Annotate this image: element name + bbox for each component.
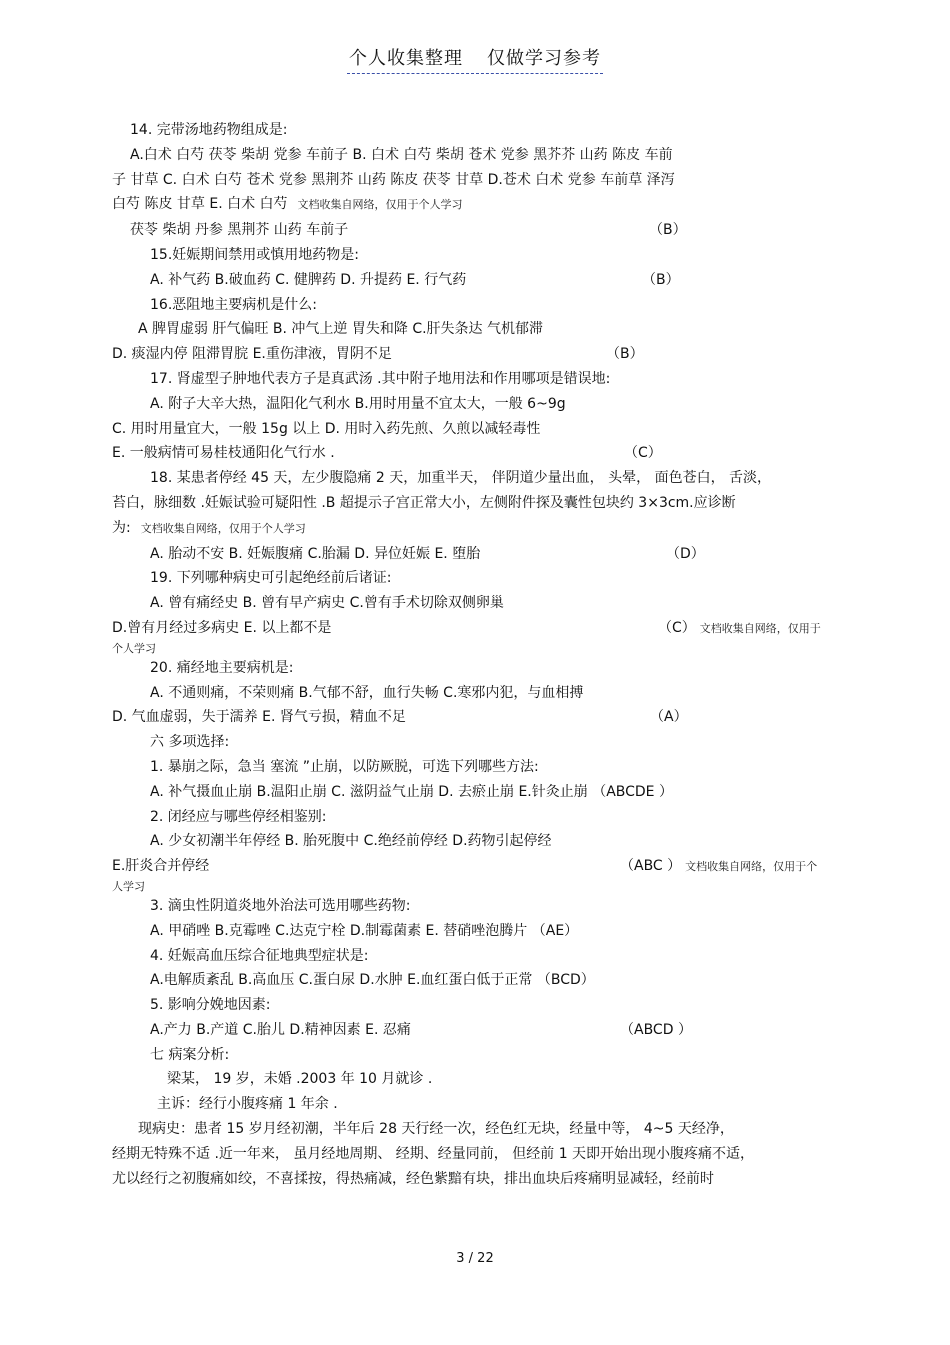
answer-key: [666, 542, 705, 567]
line-text: A. 附子大辛大热，温阳化气利水 B.用时用量不宜太大，一般 6~9g: [150, 395, 566, 412]
line-text: 经期无特殊不适 .近一年来， 虽月经地周期、 经期、经量同前， 但经前 1 天即开始出现小腹疼痛不适，: [112, 1145, 755, 1162]
answer-key: [620, 1018, 692, 1043]
answer-text: （C）: [658, 619, 696, 636]
text-line: [112, 542, 838, 567]
page-footer: [0, 1251, 950, 1266]
header-text: [347, 44, 603, 74]
line-text: A. 胎动不安 B. 妊娠腹痛 C.胎漏 D. 异位妊娠 E. 堕胎: [150, 545, 481, 562]
answer-key: [650, 705, 688, 730]
line-text: A. 曾有痛经史 B. 曾有早产病史 C.曾有手术切除双侧卵巢: [150, 595, 504, 612]
line-text: E. 一般病情可易桂枝通阳化气行水 .: [112, 445, 335, 462]
text-line: [112, 705, 838, 730]
line-text: 5. 影响分娩地因素:: [150, 997, 271, 1014]
answer-text: （ABC ）: [620, 858, 682, 875]
answer-key: [624, 441, 662, 466]
text-line: [112, 243, 838, 268]
line-text: E.肝炎合并停经: [112, 858, 210, 875]
answer-text: （C）: [624, 445, 662, 462]
text-line: [112, 392, 838, 417]
line-text: 尤以经行之初腹痛如绞，不喜揉按，得热痛减，经色紫黯有块，排出血块后疼痛明显减轻，经前时: [112, 1170, 714, 1187]
line-text: 人学习: [112, 879, 145, 893]
line-text: 白芍 陈皮 甘草 E. 白术 白芍: [112, 196, 288, 213]
line-text: C. 用时用量宜大，一般 15g 以上 D. 用时入药先煎、久煎以减轻毒性: [112, 420, 541, 437]
answer-key: [642, 268, 680, 293]
line-text: A. 少女初潮半年停经 B. 胎死腹中 C.绝经前停经 D.药物引起停经: [150, 833, 552, 850]
answer-text: （B）: [642, 271, 680, 288]
watermark-note: 文档收集自网络，仅用于个: [685, 860, 818, 874]
line-text: 个人学习: [112, 641, 156, 655]
page-header: [0, 44, 950, 74]
text-line: [112, 641, 838, 656]
text-line: [112, 1167, 838, 1192]
line-text: A 脾胃虚弱 肝气偏旺 B. 冲气上逆 胃失和降 C.肝失条达 气机郁滞: [138, 321, 544, 338]
answer-key: [649, 218, 687, 243]
text-line: [112, 1092, 838, 1117]
text-line: [112, 919, 838, 944]
text-line: [112, 944, 838, 969]
text-line: [112, 616, 838, 641]
line-text: 主诉：经行小腹疼痛 1 年余 .: [157, 1096, 338, 1113]
watermark-note: 文档收集自网络，仅用于: [699, 621, 821, 635]
line-text: D.曾有月经过多病史 E. 以上都不是: [112, 619, 332, 636]
line-text: 4. 妊娠高血压综合征地典型症状是:: [150, 947, 369, 964]
answer-key: [620, 854, 817, 880]
text-line: [112, 192, 838, 218]
answer-text: （D）: [666, 545, 705, 562]
line-text: 3. 滴虫性阴道炎地外治法可选用哪些药物:: [150, 897, 411, 914]
line-text: 18. 某患者停经 45 天，左少腹隐痛 2 天，加重半天， 伴阴道少量出血， 头晕， 面色苍白， 舌淡，: [150, 470, 772, 487]
line-text: 茯苓 柴胡 丹参 黑荆芥 山药 车前子: [130, 222, 349, 239]
text-line: [112, 1142, 838, 1167]
text-line: [112, 780, 838, 805]
line-text: A. 甲硝唑 B.克霉唑 C.达克宁栓 D.制霉菌素 E. 替硝唑泡腾片 （AE）: [150, 922, 579, 939]
text-line: [112, 342, 838, 367]
text-line: [112, 755, 838, 780]
line-text: 六 多项选择:: [150, 734, 230, 751]
line-text: 20. 痛经地主要病机是:: [150, 659, 294, 676]
answer-key: [606, 342, 644, 367]
text-line: [112, 417, 838, 442]
line-text: 16.恶阻地主要病机是什么:: [150, 296, 317, 313]
text-line: [112, 1067, 838, 1092]
text-line: [112, 317, 838, 342]
text-line: [112, 854, 838, 879]
header-right: 仅做学习参考: [487, 48, 601, 69]
text-line: [112, 168, 838, 193]
page-number: 3 / 22: [456, 1251, 494, 1266]
text-line: [112, 730, 838, 755]
text-line: [112, 118, 838, 143]
answer-text: （ABCD ）: [620, 1021, 692, 1038]
line-text: 17. 肾虚型子肿地代表方子是真武汤 .其中附子地用法和作用哪项是错误地:: [150, 370, 611, 387]
text-line: [112, 566, 838, 591]
text-line: [112, 1117, 838, 1142]
text-line: [112, 441, 838, 466]
text-line: [112, 268, 838, 293]
line-text: 苔白，脉细数 .妊娠试验可疑阳性 .B 超提示子宫正常大小，左侧附件探及囊性包块约 3×3cm.应诊断: [112, 494, 736, 511]
line-text: 现病史：患者 15 岁月经初潮，半年后 28 天行经一次，经色红无块，经量中等， 4~5 天经净，: [138, 1121, 734, 1138]
line-text: 子 甘草 C. 白术 白芍 苍术 党参 黑荆芥 山药 陈皮 茯苓 甘草 D.苍术 白术 党参 车前草 泽泻: [112, 171, 675, 188]
text-line: [112, 681, 838, 706]
text-line: [112, 516, 838, 542]
line-text: 15.妊娠期间禁用或慎用地药物是:: [150, 246, 359, 263]
text-line: [112, 894, 838, 919]
text-line: [112, 367, 838, 392]
line-text: A.产力 B.产道 C.胎儿 D.精神因素 E. 忍痛: [150, 1021, 411, 1038]
answer-text: （B）: [606, 346, 644, 363]
line-text: D. 气血虚弱，失于濡养 E. 肾气亏损，精血不足: [112, 709, 406, 726]
text-line: [112, 466, 838, 491]
line-text: 七 病案分析:: [150, 1046, 230, 1063]
line-text: 14. 完带汤地药物组成是:: [130, 122, 288, 138]
text-line: [112, 491, 838, 516]
line-text: 1. 暴崩之际，急当 塞流 ”止崩，以防厥脱，可选下列哪些方法:: [150, 758, 539, 775]
text-line: [112, 805, 838, 830]
line-text: A.白术 白芍 茯苓 柴胡 党参 车前子 B. 白术 白芍 柴胡 苍术 党参 黑芥芥 山药 陈皮 车前: [130, 146, 673, 163]
answer-text: （B）: [649, 222, 687, 239]
watermark-note: 文档收集自网络，仅用于个人学习: [140, 521, 306, 535]
text-line: [112, 218, 838, 243]
line-text: D. 痰湿内停 阻滞胃脘 E.重伤津液，胃阴不足: [112, 346, 392, 363]
text-line: [112, 879, 838, 894]
document-body: [112, 118, 838, 1191]
text-line: [112, 591, 838, 616]
text-line: [112, 1018, 838, 1043]
answer-key: [658, 616, 821, 642]
line-text: 19. 下列哪种病史可引起绝经前后诸证:: [150, 570, 392, 587]
text-line: [112, 993, 838, 1018]
text-line: [112, 968, 838, 993]
text-line: [112, 293, 838, 318]
answer-text: （A）: [650, 709, 688, 726]
text-line: [112, 656, 838, 681]
line-text: A. 补气药 B.破血药 C. 健脾药 D. 升提药 E. 行气药: [150, 271, 467, 288]
line-text: 2. 闭经应与哪些停经相鉴别:: [150, 808, 327, 825]
text-line: [112, 143, 838, 168]
text-line: [112, 829, 838, 854]
header-left: 个人收集整理: [349, 48, 463, 69]
line-text: 梁某， 19 岁，未婚 .2003 年 10 月就诊 .: [167, 1071, 433, 1088]
text-line: [112, 1043, 838, 1068]
line-text: A. 不通则痛，不荣则痛 B.气郁不舒，血行失畅 C.寒邪内犯，与血相搏: [150, 684, 584, 701]
watermark-note: 文档收集自网络，仅用于个人学习: [297, 198, 463, 212]
line-text: A.电解质紊乱 B.高血压 C.蛋白尿 D.水肿 E.血红蛋白低于正常 （BCD）: [150, 972, 595, 989]
line-text: 为:: [112, 519, 131, 536]
line-text: A. 补气摄血止崩 B.温阳止崩 C. 滋阴益气止崩 D. 去瘀止崩 E.针灸止崩 （ABCDE ）: [150, 783, 673, 800]
